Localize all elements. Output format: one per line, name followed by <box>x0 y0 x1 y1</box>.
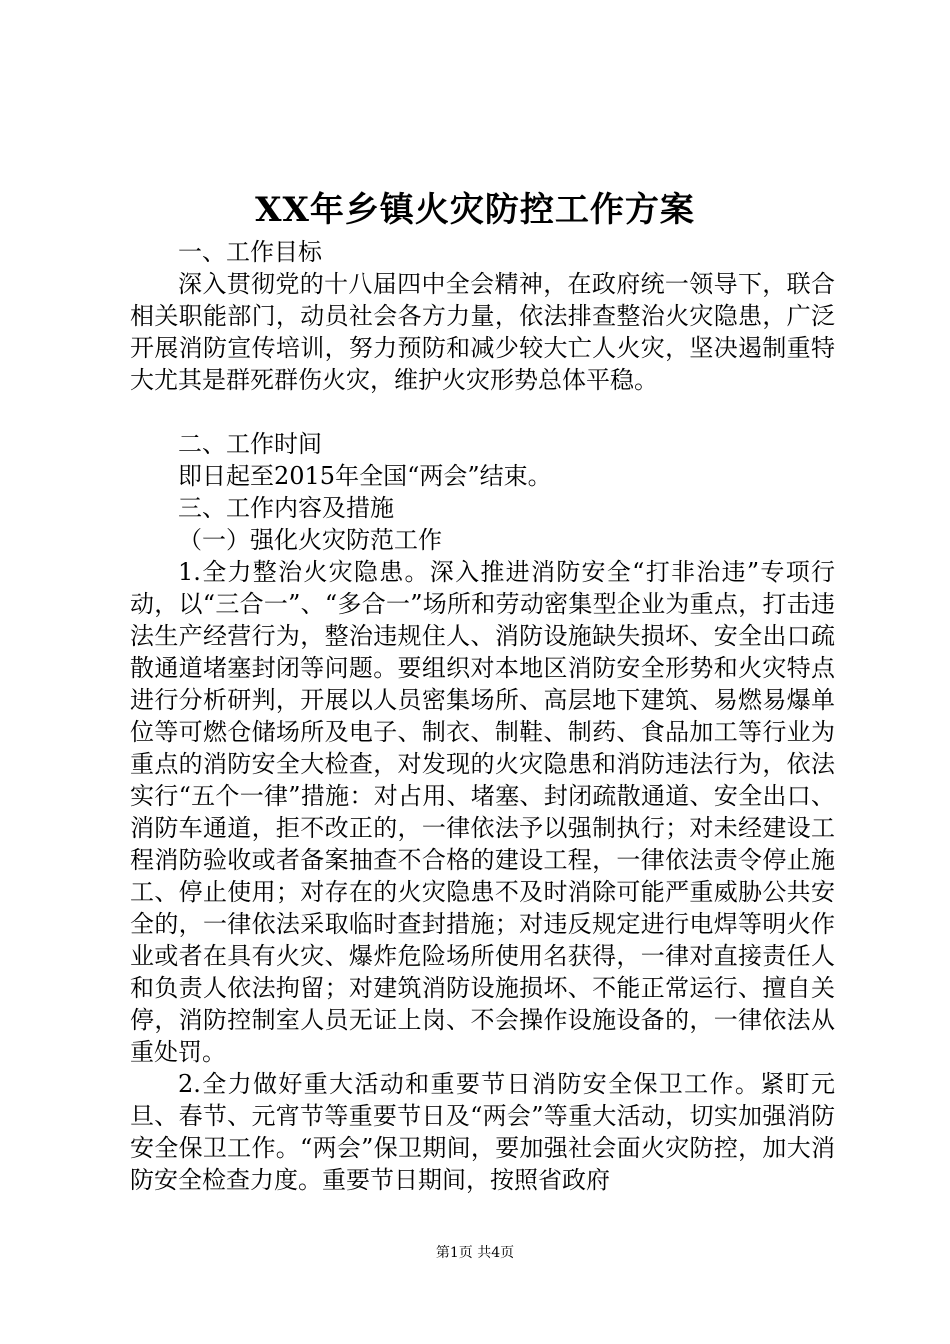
paragraph-time: 即日起至2015年全国“两会”结束。 <box>178 462 552 490</box>
section-heading-measures: 三、工作内容及措施 <box>178 494 394 522</box>
document-title: XX年乡镇火灾防控工作方案 <box>255 190 695 230</box>
paragraph-goals: 深入贯彻党的十八届四中全会精神，在政府统一领导下，联合相关职能部门，动员社会各方力量，依法排查整治火灾隐患，广泛开展消防宣传培训，努力预防和减少较大亡人火灾，坚决遏制重特大尤其是群死群伤火灾，维护火灾形势总体平稳。 <box>130 270 835 394</box>
subsection-heading-prevention: （一）强化火灾防范工作 <box>178 526 442 554</box>
section-heading-goals: 一、工作目标 <box>178 238 322 266</box>
page-number-footer: 第1页 共4页 <box>435 1245 515 1261</box>
paragraph-item-1: 1.全力整治火灾隐患。深入推进消防安全“打非治违”专项行动，以“三合一”、“多合一”场所和劳动密集型企业为重点，打击违法生产经营行为，整治违规住人、消防设施缺失损坏、安全出口疏散通道堵塞封闭等问题。要组织对本地区消防安全形势和火灾特点进行分析研判，开展以人员密集场所、高层地下建筑、易燃易爆单位等可燃仓储场所及电子、制衣、制鞋、制药、食品加工等行业为重点的消防安全大检查，对发现的火灾隐患和消防违法行为，依法实行“五个一律”措施：对占用、堵塞、封闭疏散通道、安全出口、消防车通道，拒不改正的，一律依法予以强制执行；对未经建设工程消防验收或者备案抽查不合格的建设工程，一律依法责令停止施工、停止使用；对存在的火灾隐患不及时消除可能严重威胁公共安全的，一律依法采取临时查封措施；对违反规定进行电焊等明火作业或者在具有火灾、爆炸危险场所使用名获得，一律对直接责任人和负责人依法拘留；对建筑消防设施损坏、不能正常运行、擅自关停，消防控制室人员无证上岗、不会操作设施设备的，一律依法从重处罚。 <box>130 558 835 1066</box>
section-heading-time: 二、工作时间 <box>178 430 322 458</box>
document-body <box>130 236 835 1196</box>
paragraph-item-2: 2.全力做好重大活动和重要节日消防安全保卫工作。紧盯元旦、春节、元宵节等重要节日及“两会”等重大活动，切实加强消防安全保卫工作。“两会”保卫期间，要加强社会面火灾防控，加大消防安全检查力度。重要节日期间，按照省政府 <box>130 1070 835 1194</box>
